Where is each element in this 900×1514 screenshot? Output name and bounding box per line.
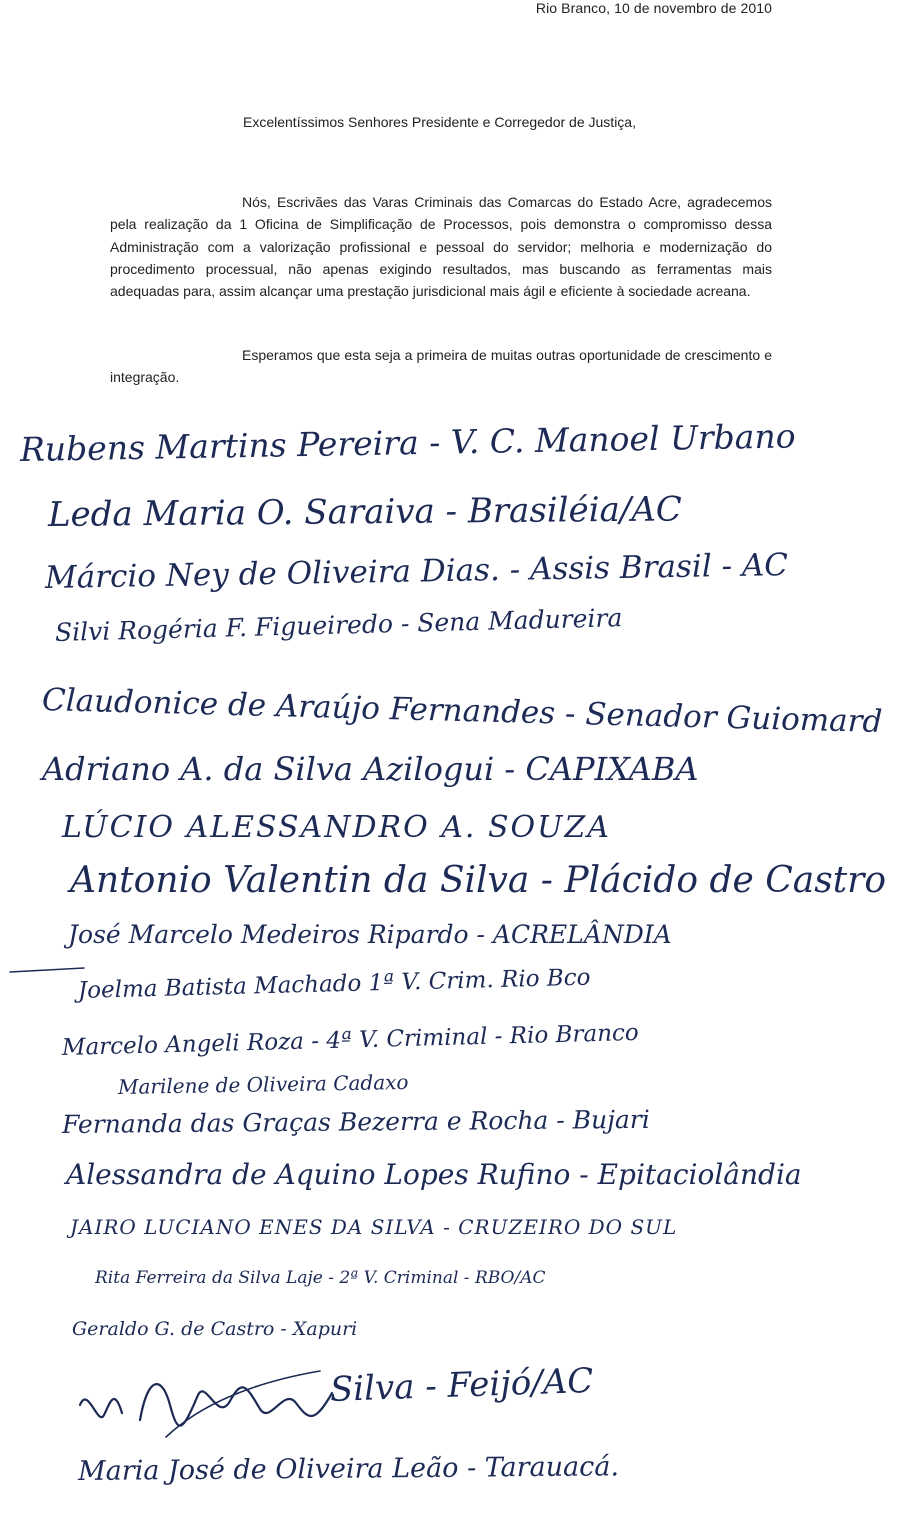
handwritten-signature-scribble — [70, 1365, 340, 1445]
signature-line: Adriano A. da Silva Azilogui - CAPIXABA — [42, 750, 699, 788]
signature-line: JAIRO LUCIANO ENES DA SILVA - CRUZEIRO DO SUL — [70, 1215, 678, 1239]
signature-line: Fernanda das Graças Bezerra e Rocha - Bujari — [61, 1104, 650, 1139]
signature-line: Alessandra de Aquino Lopes Rufino - Epitaciolândia — [66, 1158, 802, 1191]
signature-line: Leda Maria O. Saraiva - Brasiléia/AC — [47, 489, 683, 535]
signature-line: Antonio Valentin da Silva - Plácido de Castro — [70, 860, 887, 901]
signature-line: Silva - Feijó/AC — [329, 1360, 594, 1410]
signature-line: Joelma Batista Machado 1ª V. Crim. Rio Bco — [77, 964, 591, 1004]
signature-line: José Marcelo Medeiros Ripardo - ACRELÂNDIA — [68, 920, 672, 949]
signature-line: Geraldo G. de Castro - Xapuri — [72, 1318, 358, 1340]
signature-line: Rita Ferreira da Silva Laje - 2ª V. Criminal - RBO/AC — [95, 1268, 546, 1288]
signature-line: LÚCIO ALESSANDRO A. SOUZA — [62, 810, 611, 845]
body-paragraph-2: Esperamos que esta seja a primeira de muitas outras oportunidade de crescimento e integração. — [110, 347, 772, 386]
signature-line: Silvi Rogéria F. Figueiredo - Sena Madureira — [54, 603, 623, 647]
signature-line: Marilene de Oliveira Cadaxo — [117, 1069, 409, 1099]
signature-line: Rubens Martins Pereira - V. C. Manoel Urbano — [19, 416, 796, 469]
dateline: Rio Branco, 10 de novembro de 2010 — [535, 0, 772, 16]
salutation: Excelentíssimos Senhores Presidente e Corregedor de Justiça, — [243, 114, 636, 130]
signature-line: Marcelo Angeli Roza - 4ª V. Criminal - Rio Branco — [61, 1019, 640, 1061]
signature-list — [0, 416, 900, 1514]
signature-line: Claudonice de Araújo Fernandes - Senador Guiomard — [41, 682, 883, 740]
signature-line: Márcio Ney de Oliveira Dias. - Assis Brasil - AC — [44, 547, 789, 596]
signature-line: Maria José de Oliveira Leão - Tarauacá. — [77, 1451, 620, 1487]
pen-mark-line — [8, 964, 88, 976]
body-paragraph-1: Nós, Escrivães das Varas Criminais das Comarcas do Estado Acre, agradecemos pela realização da 1 Oficina de Simplificação de Processos, pois demonstra o compromisso dessa Administração com a valorização profissional e pessoal do servidor; melhoria e modernização do procedimento processual, não apenas exigindo resultados, mas buscando as ferramentas mais adequadas para, assim alcançar uma prestação jurisdicional mais ágil e eficiente à sociedade acreana. — [110, 194, 772, 300]
